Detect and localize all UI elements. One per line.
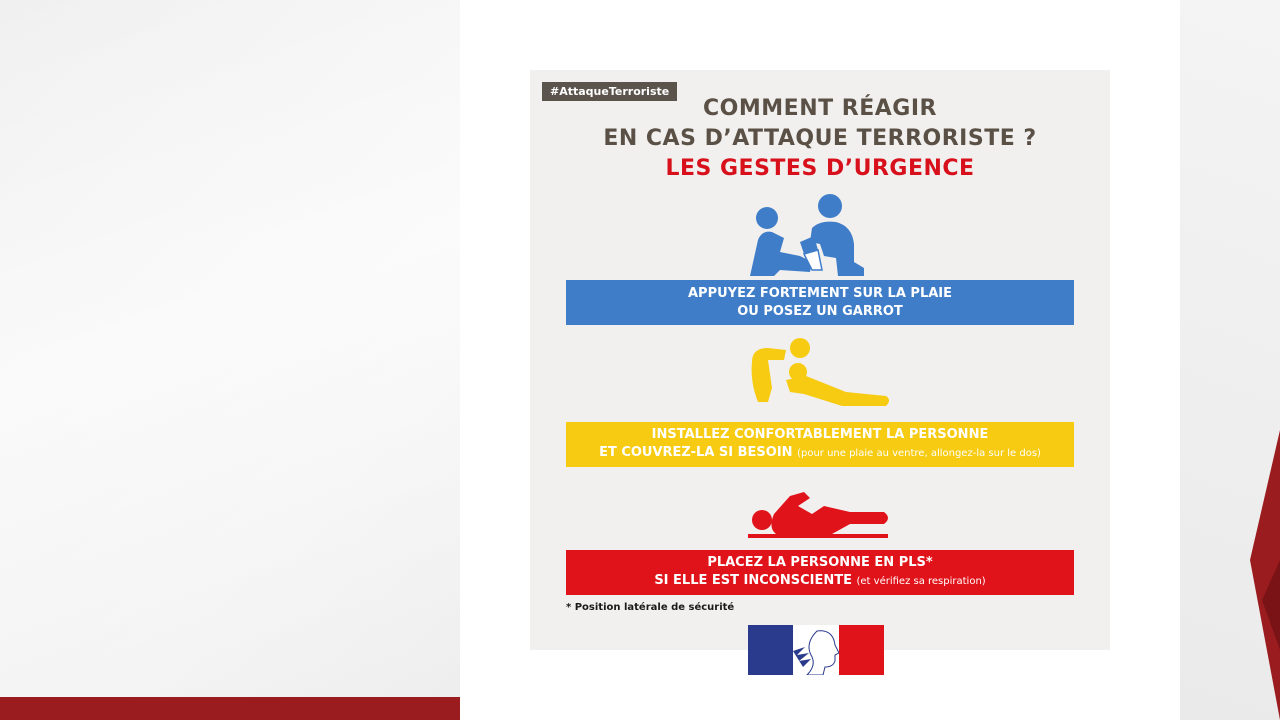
emergency-poster xyxy=(530,70,1110,650)
poster-subtitle: LES GESTES D’URGENCE xyxy=(665,156,975,181)
step-comfort-banner xyxy=(566,422,1074,467)
step-pls-line2-wrap xyxy=(566,572,1074,591)
step-pls-line2: SI ELLE EST INCONSCIENTE xyxy=(654,573,852,588)
step-comfort-line1: INSTALLEZ CONFORTABLEMENT LA PERSONNE xyxy=(651,427,989,442)
poster-title-line2: EN CAS D’ATTAQUE TERRORISTE ? xyxy=(603,126,1037,151)
red-footer-band xyxy=(0,697,460,720)
background-decoration-right xyxy=(1180,0,1280,720)
step-pressure-line2: OU POSEZ UN GARROT xyxy=(737,303,903,319)
footnote: * Position latérale de sécurité xyxy=(566,602,735,613)
poster-title-line1: COMMENT RÉAGIR xyxy=(703,96,937,121)
comfortable-position-icon xyxy=(746,336,896,412)
step-comfort-line2: ET COUVREZ-LA SI BESOIN xyxy=(599,445,793,460)
step-pressure-line1: APPUYEZ FORTEMENT SUR LA PLAIE xyxy=(687,285,953,301)
step-pls-banner xyxy=(566,550,1074,595)
step-pls-line1: PLACEZ LA PERSONNE EN PLS* xyxy=(707,555,933,570)
background-decoration xyxy=(0,0,460,720)
recovery-position-icon xyxy=(746,484,894,540)
hashtag-badge: #AttaqueTerroriste xyxy=(542,82,677,101)
apply-pressure-icon xyxy=(740,192,900,276)
step-comfort-note: (pour une plaie au ventre, allongez-la sur le dos) xyxy=(797,448,1041,459)
step-pls-note: (et vérifiez sa respiration) xyxy=(856,576,986,587)
step-comfort-line2-wrap xyxy=(566,444,1074,463)
marianne-logo xyxy=(748,625,884,675)
step-pressure-banner xyxy=(566,280,1074,325)
